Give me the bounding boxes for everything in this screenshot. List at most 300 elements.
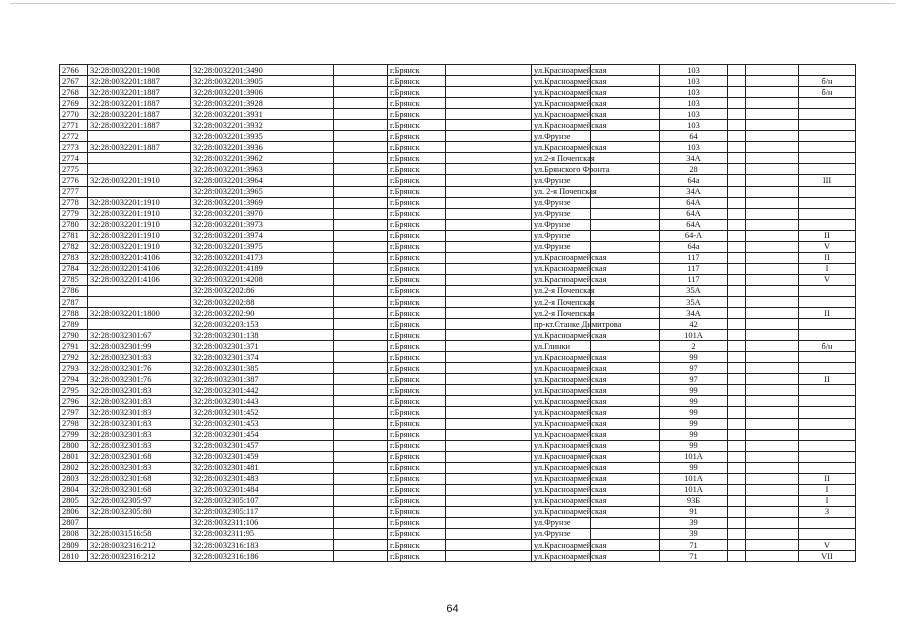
house-number-cell: 103 <box>660 109 728 120</box>
table-row <box>60 418 856 429</box>
building-cadastral-cell: 32:28:0032301:138 <box>191 330 334 341</box>
building-cadastral-cell: 32:28:0032301:484 <box>191 484 334 495</box>
empty-cell <box>334 429 388 440</box>
table-row <box>60 274 856 285</box>
empty-cell <box>446 363 532 374</box>
row-number-cell: 2786 <box>60 285 88 296</box>
building-cadastral-cell: 32:28:0032201:4173 <box>191 252 334 263</box>
building-part-cell <box>799 330 856 341</box>
city-cell: г.Брянск <box>388 363 446 374</box>
empty-cell <box>591 131 660 142</box>
letter-cell <box>728 109 746 120</box>
parcel-cadastral-cell: 32:28:0032201:1910 <box>88 230 191 241</box>
city-cell: г.Брянск <box>388 308 446 319</box>
parcel-cadastral-cell <box>88 296 191 307</box>
building-part-cell: V <box>799 274 856 285</box>
table-row <box>60 407 856 418</box>
empty-cell <box>591 308 660 319</box>
street-cell: ул.Фрунзе <box>532 197 591 208</box>
house-number-cell: 35А <box>660 296 728 307</box>
building-part-cell <box>799 451 856 462</box>
building-part-cell: II <box>799 308 856 319</box>
empty-cell <box>446 98 532 109</box>
letter-cell <box>728 352 746 363</box>
empty-cell <box>746 506 799 517</box>
row-number-cell: 2795 <box>60 385 88 396</box>
registry-table <box>59 64 856 562</box>
row-number-cell: 2773 <box>60 142 88 153</box>
table-row <box>60 197 856 208</box>
building-cadastral-cell: 32:28:0032203:153 <box>191 319 334 330</box>
empty-cell <box>334 296 388 307</box>
street-cell: ул.Фрунзе <box>532 230 591 241</box>
empty-cell <box>591 153 660 164</box>
empty-cell <box>746 330 799 341</box>
parcel-cadastral-cell: 32:28:0032201:1910 <box>88 241 191 252</box>
letter-cell <box>728 285 746 296</box>
empty-cell <box>334 164 388 175</box>
street-cell: ул.Красноармейская <box>532 385 591 396</box>
table-row <box>60 396 856 407</box>
empty-cell <box>446 153 532 164</box>
empty-cell <box>446 109 532 120</box>
row-number-cell: 2785 <box>60 274 88 285</box>
city-cell: г.Брянск <box>388 65 446 76</box>
table-row <box>60 296 856 307</box>
city-cell: г.Брянск <box>388 109 446 120</box>
empty-cell <box>334 528 388 539</box>
city-cell: г.Брянск <box>388 120 446 131</box>
empty-cell <box>334 241 388 252</box>
empty-cell <box>746 175 799 186</box>
house-number-cell: 103 <box>660 142 728 153</box>
parcel-cadastral-cell: 32:28:0032301:67 <box>88 330 191 341</box>
city-cell: г.Брянск <box>388 462 446 473</box>
empty-cell <box>746 484 799 495</box>
building-part-cell: I <box>799 484 856 495</box>
row-number-cell: 2803 <box>60 473 88 484</box>
city-cell: г.Брянск <box>388 473 446 484</box>
row-number-cell: 2778 <box>60 197 88 208</box>
empty-cell <box>446 164 532 175</box>
row-number-cell: 2784 <box>60 263 88 274</box>
street-cell: ул.Красноармейская <box>532 540 591 551</box>
table-row <box>60 208 856 219</box>
empty-cell <box>334 517 388 528</box>
empty-cell <box>591 186 660 197</box>
city-cell: г.Брянск <box>388 319 446 330</box>
parcel-cadastral-cell: 32:28:0032201:1887 <box>88 142 191 153</box>
empty-cell <box>746 385 799 396</box>
empty-cell <box>746 418 799 429</box>
empty-cell <box>334 263 388 274</box>
empty-cell <box>746 208 799 219</box>
building-part-cell <box>799 528 856 539</box>
row-number-cell: 2768 <box>60 87 88 98</box>
house-number-cell: 101А <box>660 330 728 341</box>
building-cadastral-cell: 32:28:0032301:374 <box>191 352 334 363</box>
house-number-cell: 99 <box>660 462 728 473</box>
empty-cell <box>746 109 799 120</box>
city-cell: г.Брянск <box>388 374 446 385</box>
building-part-cell <box>799 296 856 307</box>
building-cadastral-cell: 32:28:0032305:117 <box>191 506 334 517</box>
house-number-cell: 99 <box>660 352 728 363</box>
building-cadastral-cell: 32:28:0032301:442 <box>191 385 334 396</box>
building-cadastral-cell: 32:28:0032202:90 <box>191 308 334 319</box>
street-cell: ул.Красноармейская <box>532 109 591 120</box>
letter-cell <box>728 473 746 484</box>
table-row <box>60 506 856 517</box>
empty-cell <box>591 528 660 539</box>
house-number-cell: 91 <box>660 506 728 517</box>
building-part-cell: б/н <box>799 87 856 98</box>
street-cell: ул.Красноармейская <box>532 506 591 517</box>
house-number-cell: 117 <box>660 252 728 263</box>
house-number-cell: 117 <box>660 274 728 285</box>
parcel-cadastral-cell: 32:28:0032301:68 <box>88 451 191 462</box>
table-row <box>60 451 856 462</box>
letter-cell <box>728 252 746 263</box>
building-part-cell <box>799 131 856 142</box>
building-part-cell <box>799 164 856 175</box>
row-number-cell: 2794 <box>60 374 88 385</box>
building-part-cell: б/н <box>799 76 856 87</box>
building-part-cell <box>799 65 856 76</box>
parcel-cadastral-cell: 32:28:0032301:83 <box>88 352 191 363</box>
street-cell: ул.2-я Почепская <box>532 308 591 319</box>
empty-cell <box>334 208 388 219</box>
building-part-cell <box>799 219 856 230</box>
empty-cell <box>446 219 532 230</box>
table-row <box>60 142 856 153</box>
building-cadastral-cell: 32:28:0032201:3932 <box>191 120 334 131</box>
house-number-cell: 103 <box>660 98 728 109</box>
row-number-cell: 2783 <box>60 252 88 263</box>
empty-cell <box>746 374 799 385</box>
building-cadastral-cell: 32:28:0032201:3975 <box>191 241 334 252</box>
building-cadastral-cell: 32:28:0032301:459 <box>191 451 334 462</box>
empty-cell <box>446 296 532 307</box>
empty-cell <box>334 363 388 374</box>
parcel-cadastral-cell: 32:28:0032201:4106 <box>88 252 191 263</box>
street-cell: ул.Красноармейская <box>532 330 591 341</box>
building-part-cell: 3 <box>799 506 856 517</box>
letter-cell <box>728 363 746 374</box>
street-cell: ул.Фрунзе <box>532 219 591 230</box>
registry-table-body <box>60 65 856 562</box>
street-cell: ул.Красноармейская <box>532 440 591 451</box>
empty-cell <box>591 341 660 352</box>
empty-cell <box>746 407 799 418</box>
city-cell: г.Брянск <box>388 484 446 495</box>
building-cadastral-cell: 32:28:0032311:106 <box>191 517 334 528</box>
house-number-cell: 42 <box>660 319 728 330</box>
row-number-cell: 2788 <box>60 308 88 319</box>
city-cell: г.Брянск <box>388 186 446 197</box>
city-cell: г.Брянск <box>388 274 446 285</box>
row-number-cell: 2787 <box>60 296 88 307</box>
building-cadastral-cell: 32:28:0032316:186 <box>191 551 334 562</box>
street-cell: ул.Красноармейская <box>532 263 591 274</box>
empty-cell <box>746 462 799 473</box>
letter-cell <box>728 418 746 429</box>
empty-cell <box>746 98 799 109</box>
empty-cell <box>446 374 532 385</box>
table-row <box>60 341 856 352</box>
letter-cell <box>728 274 746 285</box>
house-number-cell: 34А <box>660 308 728 319</box>
street-cell: ул.Красноармейская <box>532 484 591 495</box>
empty-cell <box>746 396 799 407</box>
row-number-cell: 2793 <box>60 363 88 374</box>
empty-cell <box>746 429 799 440</box>
empty-cell <box>334 87 388 98</box>
letter-cell <box>728 528 746 539</box>
letter-cell <box>728 330 746 341</box>
street-cell: ул.Красноармейская <box>532 418 591 429</box>
building-part-cell <box>799 418 856 429</box>
street-cell: ул.Фрунзе <box>532 131 591 142</box>
empty-cell <box>446 252 532 263</box>
building-part-cell: VII <box>799 551 856 562</box>
letter-cell <box>728 186 746 197</box>
street-cell: ул.Красноармейская <box>532 396 591 407</box>
building-part-cell <box>799 153 856 164</box>
street-cell: ул.Фрунзе <box>532 175 591 186</box>
parcel-cadastral-cell: 32:28:0032301:83 <box>88 407 191 418</box>
house-number-cell: 97 <box>660 374 728 385</box>
empty-cell <box>334 175 388 186</box>
street-cell: ул.Красноармейская <box>532 352 591 363</box>
building-part-cell <box>799 319 856 330</box>
row-number-cell: 2810 <box>60 551 88 562</box>
empty-cell <box>334 418 388 429</box>
empty-cell <box>746 341 799 352</box>
row-number-cell: 2791 <box>60 341 88 352</box>
row-number-cell: 2772 <box>60 131 88 142</box>
empty-cell <box>446 285 532 296</box>
letter-cell <box>728 98 746 109</box>
table-row <box>60 385 856 396</box>
empty-cell <box>746 131 799 142</box>
letter-cell <box>728 263 746 274</box>
building-cadastral-cell: 32:28:0032305:107 <box>191 495 334 506</box>
building-cadastral-cell: 32:28:0032201:3936 <box>191 142 334 153</box>
empty-cell <box>746 528 799 539</box>
street-cell: ул.Красноармейская <box>532 98 591 109</box>
empty-cell <box>746 65 799 76</box>
building-part-cell <box>799 98 856 109</box>
house-number-cell: 35А <box>660 285 728 296</box>
row-number-cell: 2769 <box>60 98 88 109</box>
building-part-cell <box>799 385 856 396</box>
letter-cell <box>728 76 746 87</box>
table-row <box>60 186 856 197</box>
parcel-cadastral-cell: 32:28:0032301:83 <box>88 385 191 396</box>
house-number-cell: 64А <box>660 208 728 219</box>
house-number-cell: 2 <box>660 341 728 352</box>
parcel-cadastral-cell <box>88 164 191 175</box>
row-number-cell: 2767 <box>60 76 88 87</box>
street-cell: ул.2-я Почепская <box>532 285 591 296</box>
city-cell: г.Брянск <box>388 528 446 539</box>
parcel-cadastral-cell <box>88 153 191 164</box>
parcel-cadastral-cell: 32:28:0032301:83 <box>88 418 191 429</box>
parcel-cadastral-cell <box>88 186 191 197</box>
letter-cell <box>728 241 746 252</box>
building-part-cell: II <box>799 374 856 385</box>
house-number-cell: 39 <box>660 528 728 539</box>
parcel-cadastral-cell: 32:28:0032305:80 <box>88 506 191 517</box>
table-row <box>60 484 856 495</box>
letter-cell <box>728 219 746 230</box>
house-number-cell: 97 <box>660 363 728 374</box>
empty-cell <box>334 506 388 517</box>
letter-cell <box>728 506 746 517</box>
parcel-cadastral-cell: 32:28:0032201:4106 <box>88 274 191 285</box>
street-cell: ул.Красноармейская <box>532 363 591 374</box>
city-cell: г.Брянск <box>388 98 446 109</box>
city-cell: г.Брянск <box>388 506 446 517</box>
table-row <box>60 76 856 87</box>
city-cell: г.Брянск <box>388 352 446 363</box>
table-row <box>60 374 856 385</box>
table-row <box>60 153 856 164</box>
empty-cell <box>746 551 799 562</box>
row-number-cell: 2797 <box>60 407 88 418</box>
building-cadastral-cell: 32:28:0032201:3964 <box>191 175 334 186</box>
house-number-cell: 103 <box>660 76 728 87</box>
empty-cell <box>446 175 532 186</box>
building-part-cell <box>799 440 856 451</box>
house-number-cell: 34А <box>660 153 728 164</box>
street-cell: ул.Красноармейская <box>532 374 591 385</box>
page-number: 64 <box>446 603 459 615</box>
house-number-cell: 101А <box>660 484 728 495</box>
empty-cell <box>746 308 799 319</box>
empty-cell <box>334 319 388 330</box>
empty-cell <box>334 374 388 385</box>
empty-cell <box>746 153 799 164</box>
empty-cell <box>746 120 799 131</box>
row-number-cell: 2780 <box>60 219 88 230</box>
empty-cell <box>746 517 799 528</box>
row-number-cell: 2774 <box>60 153 88 164</box>
street-cell: пр-кт.Станке Димитрова <box>532 319 591 330</box>
row-number-cell: 2766 <box>60 65 88 76</box>
row-number-cell: 2804 <box>60 484 88 495</box>
empty-cell <box>746 230 799 241</box>
empty-cell <box>446 241 532 252</box>
building-part-cell <box>799 208 856 219</box>
parcel-cadastral-cell: 32:28:0032201:4106 <box>88 263 191 274</box>
empty-cell <box>446 506 532 517</box>
parcel-cadastral-cell <box>88 285 191 296</box>
building-cadastral-cell: 32:28:0032301:385 <box>191 363 334 374</box>
empty-cell <box>591 517 660 528</box>
empty-cell <box>746 274 799 285</box>
letter-cell <box>728 495 746 506</box>
house-number-cell: 101А <box>660 451 728 462</box>
row-number-cell: 2775 <box>60 164 88 175</box>
building-cadastral-cell: 32:28:0032301:457 <box>191 440 334 451</box>
street-cell: ул.Красноармейская <box>532 473 591 484</box>
table-row <box>60 164 856 175</box>
row-number-cell: 2792 <box>60 352 88 363</box>
house-number-cell: 99 <box>660 396 728 407</box>
empty-cell <box>746 296 799 307</box>
parcel-cadastral-cell <box>88 319 191 330</box>
empty-cell <box>334 219 388 230</box>
building-cadastral-cell: 32:28:0032201:3973 <box>191 219 334 230</box>
empty-cell <box>334 109 388 120</box>
empty-cell <box>334 341 388 352</box>
parcel-cadastral-cell: 32:28:0032301:68 <box>88 473 191 484</box>
row-number-cell: 2800 <box>60 440 88 451</box>
letter-cell <box>728 451 746 462</box>
city-cell: г.Брянск <box>388 341 446 352</box>
building-cadastral-cell: 32:28:0032301:452 <box>191 407 334 418</box>
letter-cell <box>728 440 746 451</box>
table-row <box>60 98 856 109</box>
table-row <box>60 495 856 506</box>
building-cadastral-cell: 32:28:0032316:183 <box>191 540 334 551</box>
empty-cell <box>446 407 532 418</box>
letter-cell <box>728 197 746 208</box>
parcel-cadastral-cell: 32:28:0032316:212 <box>88 551 191 562</box>
street-cell: ул.Фрунзе <box>532 517 591 528</box>
row-number-cell: 2809 <box>60 540 88 551</box>
parcel-cadastral-cell: 32:28:0032201:1910 <box>88 197 191 208</box>
building-part-cell: V <box>799 241 856 252</box>
building-cadastral-cell: 32:28:0032301:453 <box>191 418 334 429</box>
street-cell: ул.Красноармейская <box>532 87 591 98</box>
city-cell: г.Брянск <box>388 330 446 341</box>
parcel-cadastral-cell: 32:28:0032201:1910 <box>88 208 191 219</box>
empty-cell <box>446 451 532 462</box>
row-number-cell: 2801 <box>60 451 88 462</box>
street-cell: ул.Красноармейская <box>532 551 591 562</box>
building-cadastral-cell: 32:28:0032202:86 <box>191 285 334 296</box>
street-cell: ул.Красноармейская <box>532 462 591 473</box>
street-cell: ул.Красноармейская <box>532 274 591 285</box>
city-cell: г.Брянск <box>388 285 446 296</box>
building-part-cell <box>799 120 856 131</box>
empty-cell <box>446 65 532 76</box>
empty-cell <box>334 252 388 263</box>
building-part-cell: II <box>799 473 856 484</box>
row-number-cell: 2798 <box>60 418 88 429</box>
city-cell: г.Брянск <box>388 164 446 175</box>
building-cadastral-cell: 32:28:0032311:95 <box>191 528 334 539</box>
house-number-cell: 34А <box>660 186 728 197</box>
house-number-cell: 93Б <box>660 495 728 506</box>
building-cadastral-cell: 32:28:0032301:443 <box>191 396 334 407</box>
empty-cell <box>334 120 388 131</box>
city-cell: г.Брянск <box>388 551 446 562</box>
building-part-cell <box>799 142 856 153</box>
building-cadastral-cell: 32:28:0032202:88 <box>191 296 334 307</box>
city-cell: г.Брянск <box>388 451 446 462</box>
empty-cell <box>446 131 532 142</box>
street-cell: ул.Красноармейская <box>532 252 591 263</box>
empty-cell <box>446 87 532 98</box>
empty-cell <box>591 285 660 296</box>
house-number-cell: 99 <box>660 407 728 418</box>
row-number-cell: 2805 <box>60 495 88 506</box>
empty-cell <box>746 186 799 197</box>
